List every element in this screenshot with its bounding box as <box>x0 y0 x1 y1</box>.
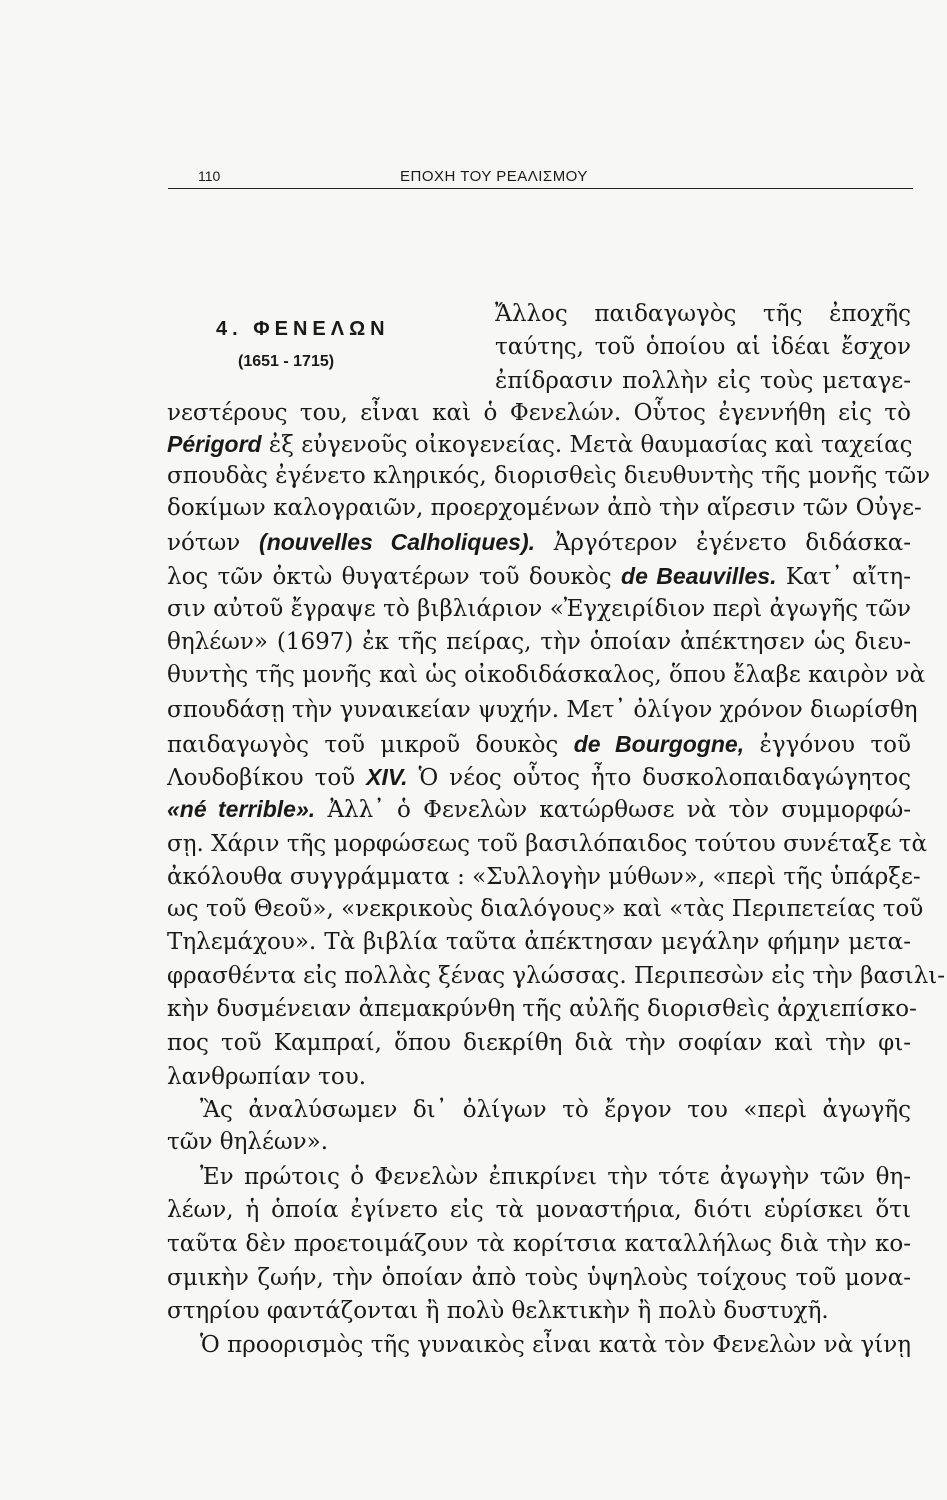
section-heading <box>216 318 416 371</box>
text-line: Ὁ προορισμὸς τῆς γυναικὸς εἶναι κατὰ τὸν Φενελὼν νὰ γίνῃ <box>200 1332 911 1358</box>
italic-term: «né terrible». <box>167 796 316 822</box>
text-line: ως τοῦ Θεοῦ», «νεκρικοὺς διαλόγους» καὶ «τὰς Περιπετείας τοῦ <box>167 896 924 922</box>
text-span: Ὁ νέος οὗτος ἦτο δυσκολοπαιδαγώγητος <box>407 765 912 791</box>
text-line: σπουδάσῃ τὴν γυναικείαν ψυχήν. Μετ᾽ ὀλίγον χρόνον διωρίσθη <box>167 697 918 723</box>
text-line: Ἄλλος παιδαγωγὸς τῆς ἐποχῆς <box>495 301 911 327</box>
text-span: ἐξ εὐγενοῦς οἰκογενείας. Μετὰ θαυμασίας καὶ ταχείας <box>261 432 913 458</box>
text-span: Ἀλλ᾽ ὁ Φενελὼν κατώρθωσε νὰ τὸν συμμορφώ- <box>315 797 911 823</box>
text-line: ἐπίδρασιν πολλὴν εἰς τοὺς μεταγε- <box>495 368 911 394</box>
page-number: 110 <box>198 168 221 184</box>
text-span: ἐγγόνου τοῦ <box>744 732 911 758</box>
text-line: δοκίμων καλογραιῶν, προερχομένων ἀπὸ τὴν αἵρεσιν τῶν Οὐγε- <box>167 495 922 521</box>
running-title: ΕΠΟΧΗ ΤΟΥ ΡΕΑΛΙΣΜΟΥ <box>400 168 588 185</box>
italic-term: de Bourgogne, <box>573 731 745 757</box>
text-line: θηλέων» (1697) ἐκ τῆς πείρας, τὴν ὁποίαν ἀπέκτησεν ὡς διευ- <box>167 629 911 655</box>
header-rule <box>168 188 913 189</box>
text-line: φρασθέντα εἰς πολλὰς ξένας γλώσσας. Περιπεσὼν εἰς τὴν βασιλι- <box>167 963 946 989</box>
text-line <box>167 531 911 555</box>
text-span: λος τῶν ὀκτὼ θυγατέρων τοῦ δουκὸς <box>167 564 622 590</box>
text-line: πος τοῦ Καμπραί, ὅπου διεκρίθη διὰ τὴν σοφίαν καὶ τὴν φι- <box>167 1030 911 1056</box>
text-line: νεστέρους του, εἶναι καὶ ὁ Φενελών. Οὗτος ἐγεννήθη εἰς τὸ <box>167 400 911 426</box>
text-line: σπουδὰς ἐγένετο κληρικός, διορισθεὶς διευθυντὴς τῆς μονῆς τῶν <box>167 463 931 489</box>
text-span: Λουδοβίκου τοῦ <box>167 765 367 791</box>
text-line <box>167 433 911 457</box>
text-line: θυντὴς τῆς μονῆς καὶ ὡς οἰκοδιδάσκαλος, ὅπου ἔλαβε καιρὸν νὰ <box>167 662 926 688</box>
text-line: κὴν δυσμένειαν ἀπεμακρύνθη τῆς αὐλῆς διορισθεὶς ἀρχιεπίσκο- <box>167 996 917 1022</box>
text-span: νότων <box>167 530 260 556</box>
section-title: 4. ΦΕΝΕΛΩΝ <box>216 318 390 340</box>
text-line: Ἂς ἀναλύσωμεν δι᾽ ὀλίγων τὸ ἔργον του «περὶ ἀγωγῆς <box>200 1097 911 1123</box>
text-line: Ἐν πρώτοις ὁ Φενελὼν ἐπικρίνει τὴν τότε ἀγωγὴν τῶν θη- <box>200 1164 911 1190</box>
text-span: παιδαγωγὸς τοῦ μικροῦ δουκὸς <box>167 732 574 758</box>
text-line <box>167 798 911 822</box>
text-line: ταῦτα δὲν προετοιμάζουν τὰ κορίτσια καταλλήλως διὰ τὴν κο- <box>167 1231 911 1257</box>
text-line: Τηλεμάχου». Τὰ βιβλία ταῦτα ἀπέκτησαν μεγάλην φήμην μετα- <box>167 929 911 955</box>
text-span: Κατ᾽ αἴτη- <box>776 564 911 590</box>
italic-term: XIV. <box>366 764 408 790</box>
text-line: σιν αὐτοῦ ἔγραψε τὸ βιβλιάριον «Ἐγχειρίδιον περὶ ἀγωγῆς τῶν <box>167 596 911 622</box>
text-line: λανθρωπίαν του. <box>167 1064 367 1090</box>
italic-term: Périgord <box>167 431 262 457</box>
italic-term: de Beauvilles. <box>621 563 777 589</box>
text-line: τῶν θηλέων». <box>167 1129 329 1155</box>
text-line: ἀκόλουθα συγγράμματα : «Συλλογὴν μύθων», «περὶ τῆς ὑπάρξε- <box>167 864 921 890</box>
text-line <box>167 766 911 790</box>
text-span: Ἀργότερον ἐγένετο διδάσκα- <box>535 530 911 556</box>
page-header <box>168 168 913 192</box>
text-line: σῃ. Χάριν τῆς μορφώσεως τοῦ βασιλόπαιδος τούτου συνέταξε τὰ <box>167 831 928 857</box>
section-dates: (1651 - 1715) <box>238 353 335 370</box>
text-line <box>167 733 911 757</box>
text-line: ταύτης, τοῦ ὁποίου αἱ ἰδέαι ἔσχον <box>495 334 911 360</box>
text-line: σμικὴν ζωήν, τὴν ὁποίαν ἀπὸ τοὺς ὑψηλοὺς τοίχους τοῦ μονα- <box>167 1265 911 1291</box>
text-line: λέων, ἡ ὁποία ἐγίνετο εἰς τὰ μοναστήρια, διότι εὑρίσκει ὅτι <box>167 1197 911 1223</box>
text-line: στηρίου φαντάζονται ἢ πολὺ θελκτικὴν ἢ πολὺ δυστυχῆ. <box>167 1298 829 1324</box>
text-line <box>167 565 911 589</box>
italic-term: (nouvelles Calholiques). <box>259 529 535 555</box>
